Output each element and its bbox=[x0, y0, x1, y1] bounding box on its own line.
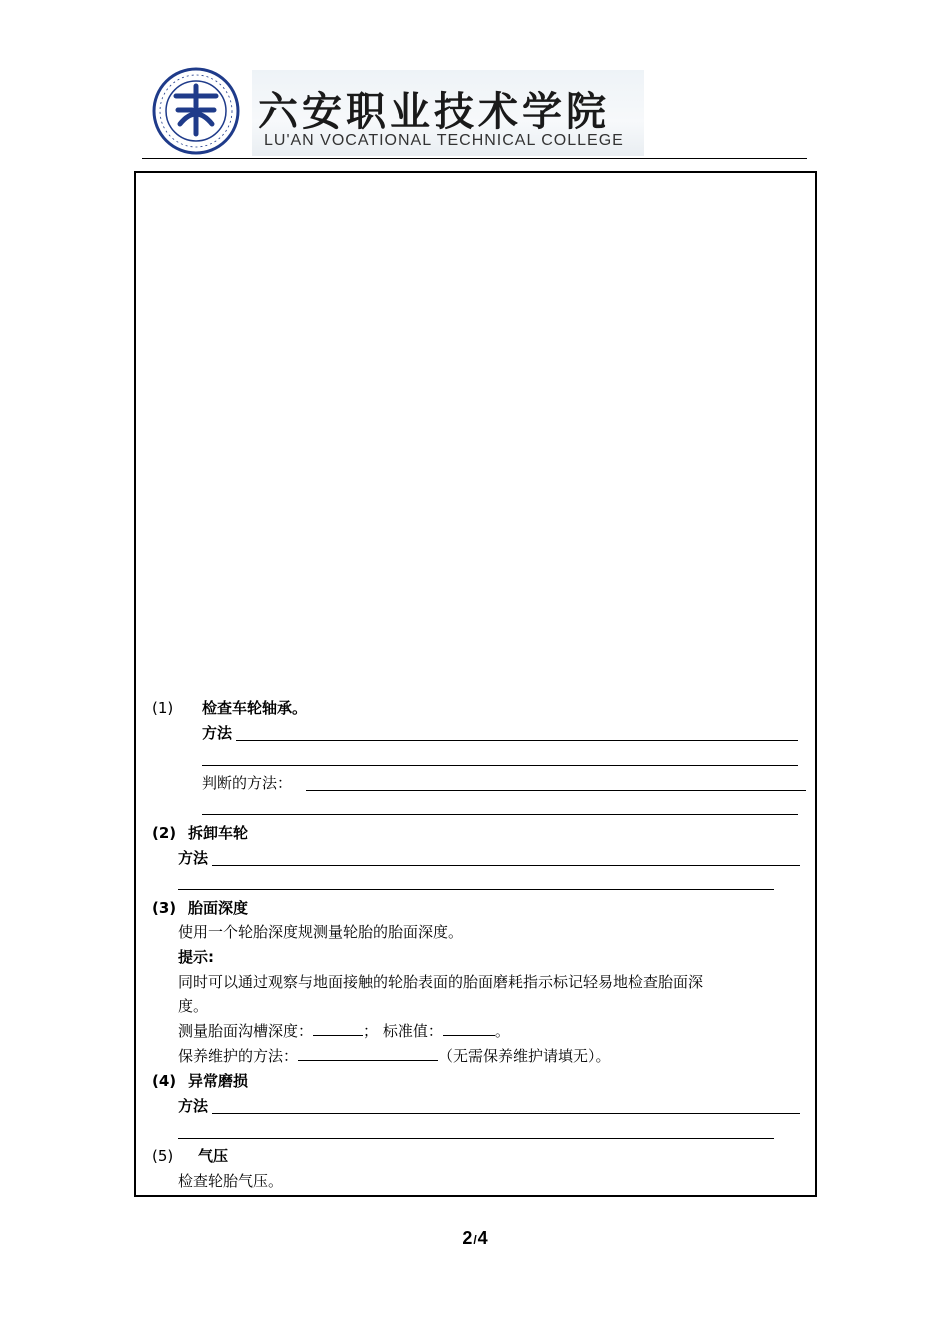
page-number bbox=[0, 1228, 950, 1249]
item-4-method-line[interactable] bbox=[212, 1113, 800, 1114]
page-total: 4 bbox=[477, 1228, 488, 1248]
item-2-title: 拆卸车轮 bbox=[188, 824, 249, 842]
item-2-method-line[interactable] bbox=[212, 865, 800, 866]
measure-period: 。 bbox=[494, 1022, 510, 1040]
item-2-number: (2) bbox=[152, 824, 177, 842]
item-3-hint-line-1: 同时可以通过观察与地面接触的轮胎表面的胎面磨耗指示标记轻易地检查胎面深 bbox=[178, 973, 704, 991]
college-name-en: LU'AN VOCATIONAL TECHNICAL COLLEGE bbox=[264, 132, 624, 149]
item-4-method-line-2[interactable] bbox=[178, 1138, 774, 1139]
item-3-instruction: 使用一个轮胎深度规测量轮胎的胎面深度。 bbox=[178, 923, 464, 941]
standard-value-blank[interactable] bbox=[443, 1021, 495, 1036]
page-current: 2 bbox=[462, 1228, 473, 1248]
item-1-method-line-2[interactable] bbox=[202, 765, 798, 766]
item-3-maintenance-row bbox=[178, 1046, 611, 1066]
item-3-measure-row bbox=[178, 1021, 510, 1041]
content-frame bbox=[134, 171, 817, 1197]
item-1-judge-line[interactable] bbox=[306, 790, 806, 791]
item-4-method-label: 方法 bbox=[178, 1097, 209, 1115]
item-3-hint-line-2: 度。 bbox=[178, 997, 209, 1015]
header-divider bbox=[142, 158, 807, 159]
item-1-number: (1) bbox=[152, 699, 174, 717]
measure-depth-label: 测量胎面沟槽深度： bbox=[178, 1022, 314, 1040]
item-3-hint-label: 提示: bbox=[178, 948, 214, 966]
measure-separator: ； bbox=[363, 1022, 379, 1040]
item-3-number: (3) bbox=[152, 899, 177, 917]
page-separator: / bbox=[473, 1233, 477, 1247]
maintenance-blank[interactable] bbox=[298, 1046, 438, 1061]
item-3-title: 胎面深度 bbox=[188, 899, 249, 917]
standard-value-label: 标准值： bbox=[382, 1022, 443, 1040]
maintenance-note: （无需保养维护请填无）。 bbox=[438, 1047, 611, 1065]
measure-depth-blank[interactable] bbox=[313, 1021, 363, 1036]
item-5-title: 气压 bbox=[198, 1147, 229, 1165]
item-1-method-line[interactable] bbox=[236, 740, 798, 741]
college-name-cn: 六安职业技术学院 bbox=[258, 88, 610, 135]
item-2-method-label: 方法 bbox=[178, 849, 209, 867]
college-header bbox=[140, 66, 810, 162]
item-1-method-label: 方法 bbox=[202, 724, 233, 742]
item-1-title: 检查车轮轴承。 bbox=[202, 699, 308, 717]
item-4-title: 异常磨损 bbox=[188, 1072, 249, 1090]
item-1-judge-line-2[interactable] bbox=[202, 814, 798, 815]
item-5-number: (5) bbox=[152, 1147, 174, 1165]
item-2-method-line-2[interactable] bbox=[178, 889, 774, 890]
item-1-judge-label: 判断的方法： bbox=[202, 774, 293, 792]
item-4-number: (4) bbox=[152, 1072, 177, 1090]
college-seal-logo bbox=[140, 66, 252, 156]
item-5-instruction: 检查轮胎气压。 bbox=[178, 1172, 284, 1190]
maintenance-label: 保养维护的方法： bbox=[178, 1047, 299, 1065]
